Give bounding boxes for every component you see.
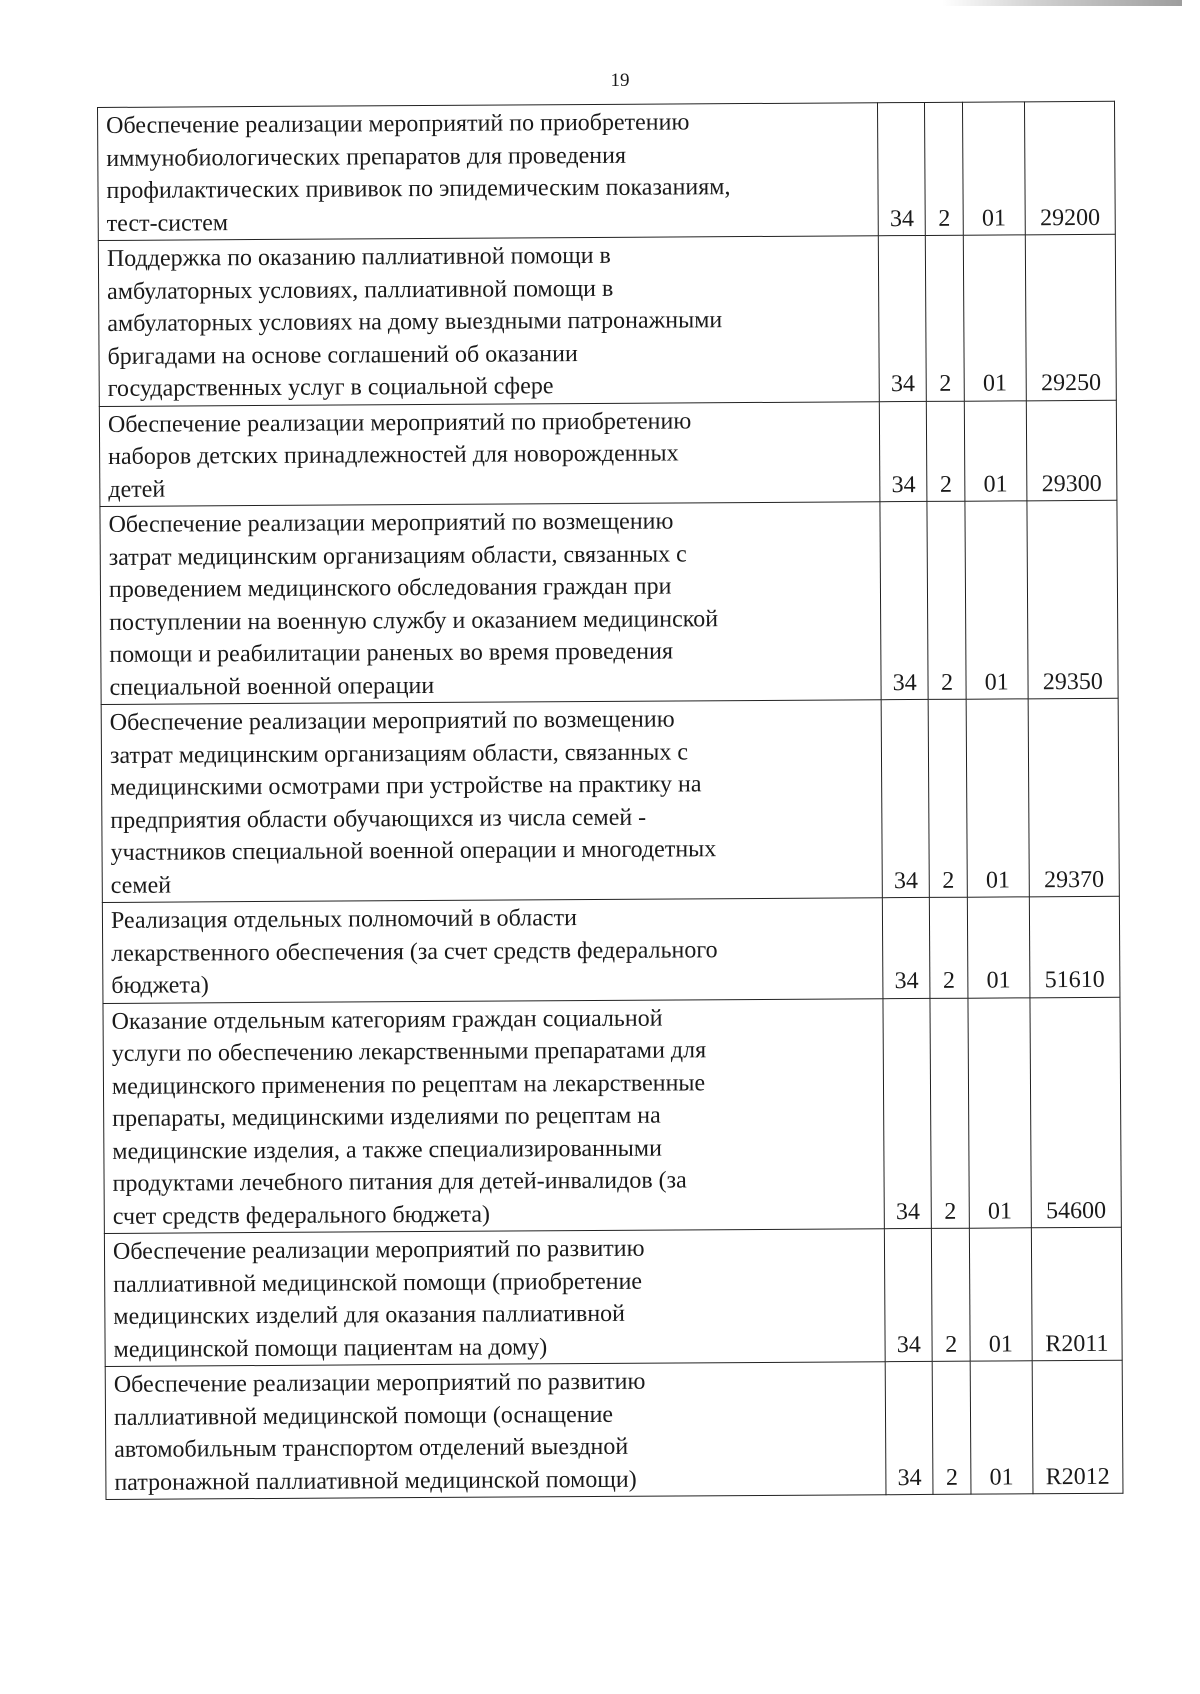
table-row (101, 698, 1119, 902)
code-column-3: 01 (969, 1228, 1032, 1361)
code-column-1: 34 (883, 998, 932, 1229)
table-row (104, 1227, 1122, 1366)
code-column-4: 54600 (1030, 997, 1122, 1228)
code-column-4: 51610 (1029, 896, 1120, 997)
row-description: Обеспечение реализации мероприятий по возмещению затрат медицинским организациям области, связанных с медицинскими осмотрами при устройстве на практику на предприятия области обучающихся из числа семей - участников специальной военной операции и многодетных семей (101, 700, 882, 903)
table-row (98, 234, 1116, 406)
code-column-4: 29370 (1028, 698, 1120, 897)
code-column-4: 29250 (1025, 234, 1116, 400)
scan-artifact (942, 0, 1182, 6)
row-description: Обеспечение реализации мероприятий по развитию паллиативной медицинской помощи (приобретение медицинских изделий для оказания паллиативной медицинской помощи пациентам на дому) (104, 1229, 885, 1367)
code-column-3: 01 (967, 897, 1030, 998)
table-row (98, 101, 1116, 240)
row-description: Поддержка по оказанию паллиативной помощи в амбулаторных условиях, паллиативной помощи в амбулаторных условиях на дому выездными патронажными бригадами на основе соглашений об оказании государственных услуг в социальной сфере (98, 236, 879, 406)
code-column-3: 01 (970, 1361, 1033, 1494)
row-description: Реализация отдельных полномочий в области лекарственного обеспечения (за счет средств федерального бюджета) (102, 898, 883, 1003)
code-column-1: 34 (882, 897, 930, 998)
code-column-4: 29350 (1027, 500, 1119, 699)
code-column-2: 2 (929, 699, 968, 897)
code-column-4: 29300 (1026, 400, 1117, 501)
code-column-2: 2 (930, 998, 969, 1229)
code-column-2: 2 (925, 102, 963, 235)
table-row (102, 896, 1120, 1003)
code-column-4: 29200 (1024, 101, 1115, 235)
table-row (100, 500, 1118, 704)
code-column-1: 34 (878, 102, 926, 235)
code-column-2: 2 (927, 501, 966, 699)
code-column-1: 34 (881, 699, 930, 897)
code-column-4: R2011 (1031, 1227, 1122, 1361)
row-description: Обеспечение реализации мероприятий по приобретению наборов детских принадлежностей для новорожденных детей (99, 401, 880, 506)
code-column-2: 2 (926, 235, 964, 401)
code-column-3: 01 (968, 997, 1031, 1228)
budget-classification-table (97, 101, 1123, 1500)
row-description: Обеспечение реализации мероприятий по возмещению затрат медицинским организациям области, связанных с проведением медицинского обследования граждан при поступлении на военную службу и оказанием медицинской помощи и реабилитации раненых во время проведения специальной военной операции (100, 502, 881, 705)
table-row (103, 997, 1121, 1234)
code-column-2: 2 (932, 1228, 970, 1361)
table-row (105, 1360, 1123, 1499)
code-column-4: R2012 (1032, 1360, 1123, 1494)
table-row (99, 400, 1117, 507)
code-column-2: 2 (933, 1361, 971, 1494)
code-column-2: 2 (927, 401, 965, 502)
row-description: Оказание отдельным категориям граждан социальной услуги по обеспечению лекарственными препаратами для медицинского применения по рецептам на лекарственные препараты, медицинскими изделиями по рецептам на медицинские изделия, а также специализированными продуктами лечебного питания для детей-инвалидов (за счет средств федерального бюджета) (103, 998, 884, 1233)
code-column-1: 34 (879, 401, 927, 502)
code-column-1: 34 (878, 235, 926, 401)
code-column-1: 34 (884, 1228, 932, 1361)
code-column-1: 34 (885, 1361, 933, 1494)
code-column-3: 01 (964, 400, 1027, 501)
page-number: 19 (610, 70, 630, 91)
row-description: Обеспечение реализации мероприятий по приобретению иммунобиологических препаратов для проведения профилактических прививок по эпидемическим показаниям, тест-систем (98, 103, 879, 241)
code-column-1: 34 (880, 501, 929, 699)
code-column-3: 01 (963, 235, 1026, 401)
code-column-3: 01 (962, 102, 1025, 235)
code-column-3: 01 (965, 501, 1028, 699)
row-description: Обеспечение реализации мероприятий по развитию паллиативной медицинской помощи (оснащение автомобильным транспортом отделений выездной патронажной паллиативной медицинской помощи) (105, 1362, 886, 1500)
code-column-3: 01 (966, 699, 1029, 897)
code-column-2: 2 (930, 897, 968, 998)
